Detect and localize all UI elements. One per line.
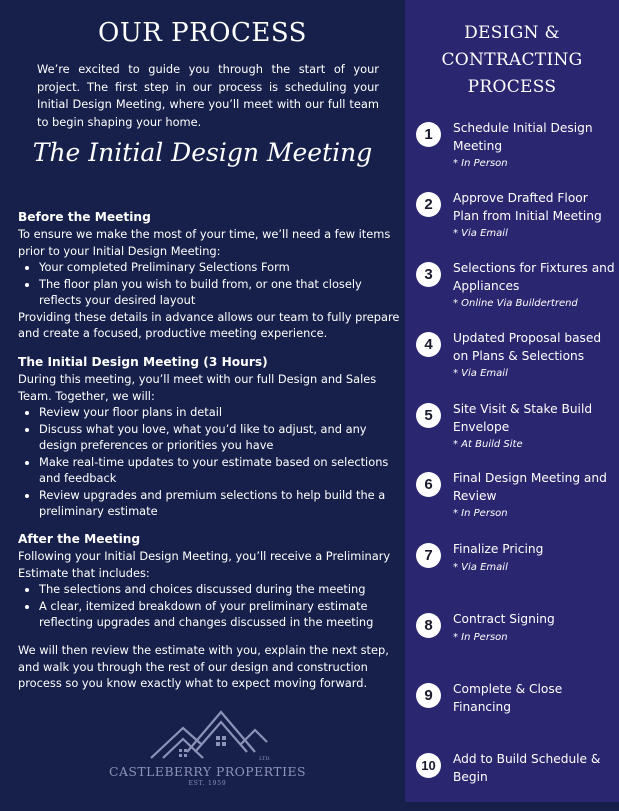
step-number-badge: 8 [416, 613, 441, 638]
house-roof-icon [143, 708, 273, 762]
step-number-badge: 10 [416, 753, 441, 778]
list-item: • Your completed Preliminary Selections Form [39, 259, 400, 276]
intro-paragraph: We’re excited to guide you through the start of your project. The first step in our process is scheduling your Initial Design Meeting, where you’ll meet with our full team to begin shaping your home. [37, 62, 379, 129]
company-logo [100, 708, 315, 798]
step-number-badge: 4 [416, 332, 441, 357]
step-label [453, 330, 615, 382]
step-title: Complete & Close Financing [453, 682, 563, 714]
step-label [453, 541, 615, 576]
after-meeting-section [18, 531, 400, 631]
list-item: • The floor plan you wish to build from, or one that closely reflects your desired layout [39, 276, 400, 309]
list-item: • Review your floor plans in detail [39, 404, 400, 421]
step-number-badge: 7 [416, 543, 441, 568]
step-label [453, 751, 615, 786]
step-title: Updated Proposal based on Plans & Selections [453, 331, 602, 363]
after-meeting-text: Following your Initial Design Meeting, you’ll receive a Preliminary Estimate that includes: [18, 549, 391, 580]
before-meeting-heading: Before the Meeting [18, 210, 151, 224]
step-9 [416, 681, 616, 741]
before-meeting-section [18, 209, 400, 342]
list-item: • The selections and choices discussed during the meeting [39, 581, 400, 598]
step-2 [416, 190, 616, 250]
step-title: Selections for Fixtures and Appliances [453, 261, 615, 293]
list-item: • A clear, itemized breakdown of your preliminary estimate reflecting upgrades and changes discussed in the meeting [39, 598, 400, 631]
step-note: * Online Via Buildertrend [453, 298, 578, 309]
step-title: Schedule Initial Design Meeting [453, 121, 593, 153]
step-note: * In Person [453, 508, 508, 519]
step-note: * In Person [453, 158, 508, 169]
step-title: Contract Signing [453, 612, 555, 626]
logo-company-name: CASTLEBERRY PROPERTIES [108, 764, 306, 779]
logo-established: EST. 1959 [188, 780, 227, 787]
step-title: Site Visit & Stake Build Envelope [453, 402, 593, 434]
step-label [453, 401, 615, 453]
step-title: Final Design Meeting and Review [453, 471, 607, 503]
initial-meeting-text: During this meeting, you’ll meet with our full Design and Sales Team. Together, we will: [18, 372, 377, 403]
before-meeting-after-text: Providing these details in advance allows our team to fully prepare and create a focused, productive meeting experience. [18, 309, 400, 340]
step-number-badge: 3 [416, 262, 441, 287]
step-5 [416, 401, 616, 461]
process-title [405, 20, 619, 101]
logo-ltd: LTD. [258, 756, 271, 762]
step-note: * In Person [453, 631, 508, 643]
list-item: • Review upgrades and premium selections to help build the a preliminary estimate [39, 487, 400, 520]
step-note: * Via Email [453, 561, 508, 573]
list-item: • Discuss what you love, what you’d like to adjust, and any design preferences or priorities you have [39, 421, 400, 454]
step-number-badge: 2 [416, 192, 441, 217]
step-title: Add to Build Schedule & Begin [453, 752, 601, 784]
initial-meeting-section [18, 354, 400, 520]
before-meeting-text: To ensure we make the most of your time, we’ll need a few items prior to your Initial Design Meeting: [18, 227, 391, 258]
closing-paragraph: We will then review the estimate with you, explain the next step, and walk you through the rest of our design and construction process so you know exactly what to expect moving forward. [18, 643, 389, 690]
step-number-badge: 9 [416, 683, 441, 708]
list-item: • Make real-time updates to your estimate based on selections and feedback [39, 454, 400, 487]
process-title-line-1: DESIGN & [464, 23, 560, 43]
step-3 [416, 260, 616, 320]
after-meeting-list [18, 581, 400, 631]
step-title: Finalize Pricing [453, 542, 544, 556]
step-title: Approve Drafted Floor Plan from Initial Meeting [453, 191, 602, 223]
step-note: * At Build Site [453, 439, 523, 450]
before-meeting-list [18, 259, 400, 309]
closing-section [18, 642, 400, 692]
step-note: * Via Email [453, 368, 508, 379]
step-note: * Via Email [453, 228, 508, 239]
step-number-badge: 5 [416, 403, 441, 428]
step-8 [416, 611, 616, 671]
step-10 [416, 751, 616, 811]
section-subtitle: The Initial Design Meeting [32, 138, 373, 167]
page-title: OUR PROCESS [98, 18, 307, 48]
step-label [453, 611, 615, 646]
process-title-line-3: PROCESS [467, 77, 557, 97]
step-label [453, 260, 615, 312]
step-6 [416, 470, 616, 530]
initial-meeting-heading: The Initial Design Meeting (3 Hours) [18, 355, 268, 369]
process-title-line-2: CONTRACTING [441, 50, 583, 70]
step-4 [416, 330, 616, 390]
step-label [453, 681, 615, 716]
step-1 [416, 120, 616, 180]
step-number-badge: 1 [416, 122, 441, 147]
step-label [453, 470, 615, 522]
step-label [453, 120, 615, 172]
step-7 [416, 541, 616, 601]
step-number-badge: 6 [416, 472, 441, 497]
after-meeting-heading: After the Meeting [18, 532, 141, 546]
initial-meeting-list [18, 404, 400, 520]
step-label [453, 190, 615, 242]
